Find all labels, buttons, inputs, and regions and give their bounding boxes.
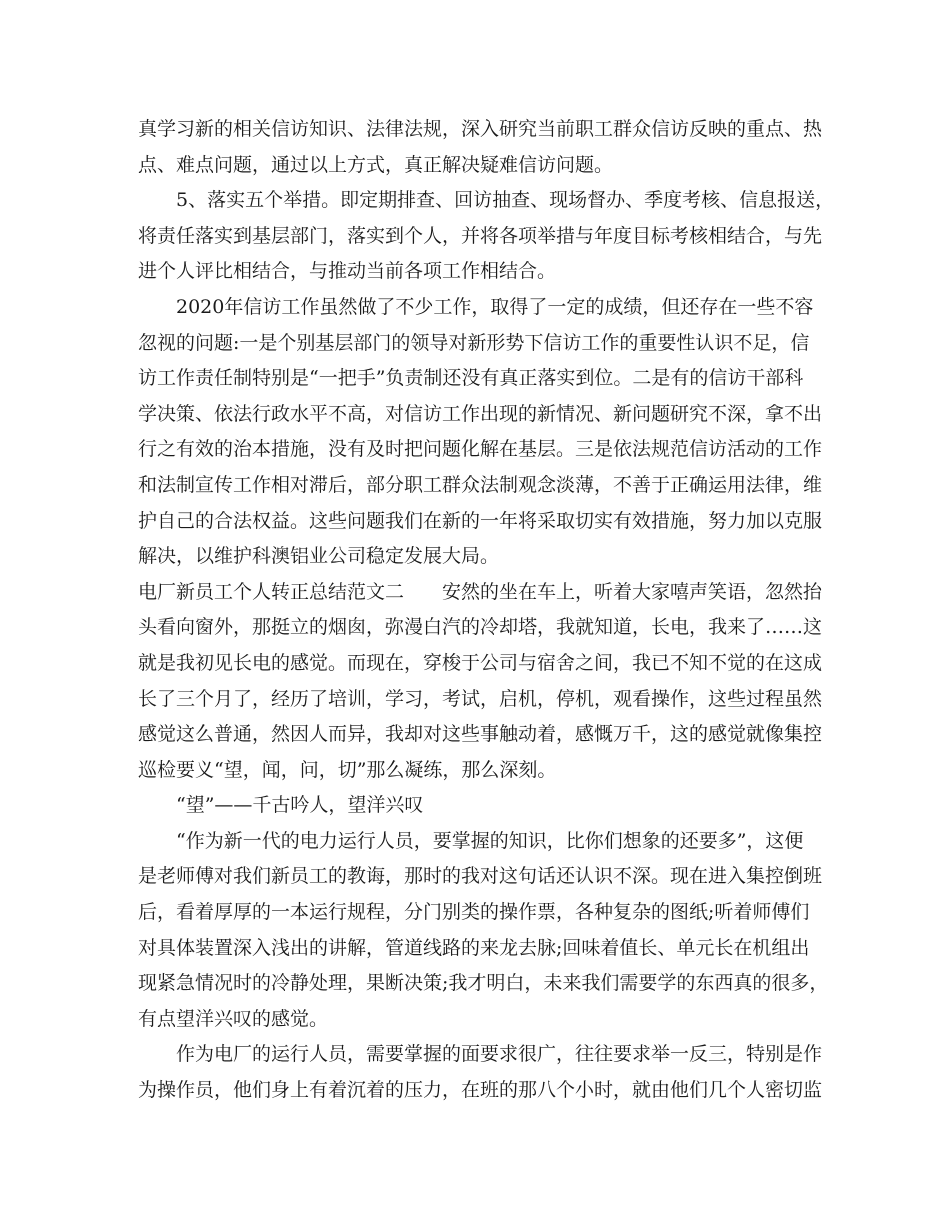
text-line: 5、落实五个举措。即定期排查、回访抽查、现场督办、季度考核、信息报送，: [176, 189, 835, 212]
text-line: 为操作员，他们身上有着沉着的压力，在班的那八个小时，就由他们几个人密切监: [138, 1079, 823, 1102]
document-body: [138, 112, 835, 1109]
text-line: 作为电厂的运行人员，需要掌握的面要求很广，往往要求举一反三，特别是作: [176, 1043, 823, 1066]
text-line: 访工作责任制特别是“一把手”负责制还没有真正落实到位。二是有的信访干部科: [138, 367, 804, 390]
text-line: 安然的坐在车上，听着大家嘻声笑语，忽然抬: [442, 580, 823, 603]
text-line: 头看向窗外，那挺立的烟囱，弥漫白汽的冷却塔，我就知道，长电，我来了……这: [138, 616, 823, 639]
subheading: “望”——千古吟人，望洋兴叹: [176, 794, 424, 817]
text-line: 现紧急情况时的冷静处理，果断决策;我才明白，未来我们需要学的东西真的很多，: [138, 972, 829, 995]
text-line: 真学习新的相关信访知识、法律法规，深入研究当前职工群众信访反映的重点、热: [138, 118, 823, 140]
text-line: “作为新一代的电力运行人员，要掌握的知识，比你们想象的还要多”，这便: [176, 829, 804, 852]
text-line: 和法制宣传工作相对滞后，部分职工群众法制观念淡薄，不善于正确运用法律，维: [138, 473, 823, 496]
text-line: 解决，以维护科澳铝业公司稳定发展大局。: [138, 545, 500, 568]
text-line: 对具体装置深入浅出的讲解，管道线路的来龙去脉;回味着值长、单元长在机组出: [138, 936, 810, 959]
text-line: 进个人评比相结合，与推动当前各项工作相结合。: [138, 260, 557, 283]
text-line: 后，看着厚厚的一本运行规程，分门别类的操作票，各种复杂的图纸;听着师傅们: [138, 901, 810, 924]
section-heading: 电厂新员工个人转正总结范文二: [138, 580, 405, 603]
text-line: 是老师傅对我们新员工的教诲，那时的我对这句话还认识不深。现在进入集控倒班: [138, 865, 823, 888]
text-line: 感觉这么普通，然因人而异，我却对这些事触动着，感慨万千，这的感觉就像集控: [138, 723, 823, 746]
text-line: 有点望洋兴叹的感觉。: [138, 1007, 329, 1030]
text-line: 护自己的合法权益。这些问题我们在新的一年将采取切实有效措施，努力加以克服: [138, 509, 823, 532]
text-line: 2020年信访工作虽然做了不少工作，取得了一定的成绩，但还存在一些不容: [176, 295, 814, 318]
text-line: 学决策、依法行政水平不高，对信访工作出现的新情况、新问题研究不深，拿不出: [138, 402, 823, 425]
text-line: 就是我初见长电的感觉。而现在，穿梭于公司与宿舍之间，我已不知不觉的在这成: [138, 651, 823, 674]
text-line: 忽视的问题:一是个别基层部门的领导对新形势下信访工作的重要性认识不足，信: [138, 331, 810, 354]
text-line: 点、难点问题，通过以上方式，真正解决疑难信访问题。: [138, 153, 614, 176]
text-line: 将责任落实到基层部门，落实到个人，并将各项举措与年度目标考核相结合，与先: [138, 224, 823, 247]
text-line: 长了三个月了，经历了培训，学习，考试，启机，停机，观看操作，这些过程虽然: [138, 687, 823, 710]
text-line: 行之有效的治本措施，没有及时把问题化解在基层。三是依法规范信访活动的工作: [138, 438, 823, 461]
text-line: 巡检要义“望，闻，问，切”那么凝练，那么深刻。: [138, 758, 557, 781]
section-heading-line: [138, 575, 824, 611]
